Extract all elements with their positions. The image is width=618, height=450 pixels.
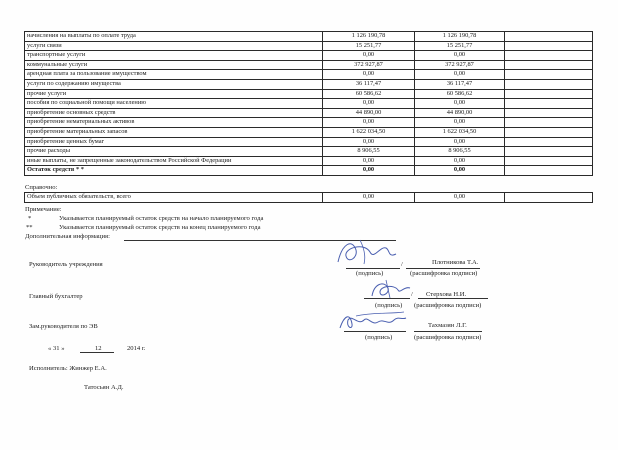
date-month: 12 bbox=[95, 345, 102, 352]
planned-start-value: 0,00 bbox=[323, 193, 415, 203]
table-row bbox=[25, 166, 593, 176]
head-name-line bbox=[406, 268, 480, 269]
head-name-caption: (расшифровка подписи) bbox=[410, 270, 478, 277]
reference-heading: Справочно: bbox=[25, 184, 58, 191]
accountant-name: Стерхова Н.И. bbox=[426, 291, 467, 298]
head-sign-caption: (подпись) bbox=[356, 270, 384, 277]
empty-cell bbox=[505, 137, 593, 147]
accountant-sign-caption: (подпись) bbox=[375, 302, 403, 309]
table-row bbox=[25, 60, 593, 70]
empty-cell bbox=[505, 70, 593, 80]
planned-start-value: 0,00 bbox=[323, 118, 415, 128]
empty-cell bbox=[505, 79, 593, 89]
deputy-sign-line bbox=[344, 331, 406, 332]
planned-end-value: 0,00 bbox=[415, 193, 505, 203]
table-row bbox=[25, 99, 593, 109]
head-signature bbox=[330, 234, 402, 270]
note-text-1: Указывается планируемый остаток средств на начало планируемого года bbox=[59, 215, 264, 222]
deputy-signature bbox=[334, 306, 410, 334]
table-row bbox=[25, 137, 593, 147]
deputy-role: Зам.руководителя по ЭВ bbox=[29, 323, 98, 330]
row-label: прочие расходы bbox=[25, 147, 323, 157]
notes-heading: Примечание: bbox=[25, 206, 62, 213]
planned-end-value: 15 251,77 bbox=[415, 41, 505, 51]
table-row bbox=[25, 51, 593, 61]
executor-second: Татосьян А.Д. bbox=[84, 384, 124, 391]
date-year: 2014 г. bbox=[127, 345, 146, 352]
note-mark-2: ** bbox=[26, 224, 33, 231]
deputy-name-caption: (расшифровка подписи) bbox=[414, 334, 482, 341]
planned-end-value: 8 906,55 bbox=[415, 147, 505, 157]
deputy-name-line bbox=[414, 331, 482, 332]
empty-cell bbox=[505, 108, 593, 118]
row-label: приобретение основных средств bbox=[25, 108, 323, 118]
planned-start-value: 0,00 bbox=[323, 166, 415, 176]
row-label: арендная плата за пользование имуществом bbox=[25, 70, 323, 80]
planned-start-value: 60 586,62 bbox=[323, 89, 415, 99]
expenses-table bbox=[24, 31, 593, 176]
deputy-name: Тахмазян Л.Г. bbox=[428, 322, 467, 329]
planned-start-value: 0,00 bbox=[323, 137, 415, 147]
planned-end-value: 60 586,62 bbox=[415, 89, 505, 99]
head-role: Руководитель учреждения bbox=[29, 261, 103, 268]
planned-end-value: 44 890,00 bbox=[415, 108, 505, 118]
accountant-role: Главный бухгалтер bbox=[29, 293, 83, 300]
planned-start-value: 15 251,77 bbox=[323, 41, 415, 51]
row-label: услуги связи bbox=[25, 41, 323, 51]
deputy-sign-caption: (подпись) bbox=[365, 334, 393, 341]
planned-end-value: 0,00 bbox=[415, 166, 505, 176]
row-label: пособия по социальной помощи населению bbox=[25, 99, 323, 109]
empty-cell bbox=[505, 89, 593, 99]
planned-start-value: 0,00 bbox=[323, 51, 415, 61]
empty-cell bbox=[505, 193, 593, 203]
note-mark-1: * bbox=[28, 215, 32, 222]
table-row bbox=[25, 108, 593, 118]
additional-info-label: Дополнительная информация: bbox=[25, 233, 110, 240]
empty-cell bbox=[505, 127, 593, 137]
accountant-name-line bbox=[418, 298, 488, 299]
planned-start-value: 44 890,00 bbox=[323, 108, 415, 118]
planned-end-value: 0,00 bbox=[415, 99, 505, 109]
empty-cell bbox=[505, 156, 593, 166]
table-row bbox=[25, 156, 593, 166]
planned-start-value: 1 126 190,78 bbox=[323, 32, 415, 42]
planned-start-value: 8 906,55 bbox=[323, 147, 415, 157]
empty-cell bbox=[505, 60, 593, 70]
reference-table bbox=[24, 192, 593, 203]
date-day: « 31 » bbox=[48, 345, 65, 352]
row-label: приобретение нематериальных активов bbox=[25, 118, 323, 128]
planned-end-value: 0,00 bbox=[415, 156, 505, 166]
row-label: иные выплаты, не запрещенные законодательством Российской Федерации bbox=[25, 156, 323, 166]
empty-cell bbox=[505, 41, 593, 51]
planned-end-value: 0,00 bbox=[415, 118, 505, 128]
accountant-sign-line bbox=[364, 298, 410, 299]
row-label: начисления на выплаты по оплате труда bbox=[25, 32, 323, 42]
planned-start-value: 0,00 bbox=[323, 99, 415, 109]
row-label: транспортные услуги bbox=[25, 51, 323, 61]
row-label: приобретение материальных запасов bbox=[25, 127, 323, 137]
table-row bbox=[25, 32, 593, 42]
planned-end-value: 1 126 190,78 bbox=[415, 32, 505, 42]
planned-end-value: 0,00 bbox=[415, 137, 505, 147]
planned-end-value: 0,00 bbox=[415, 70, 505, 80]
head-name: Плотникова Т.А. bbox=[432, 259, 479, 266]
planned-end-value: 372 927,87 bbox=[415, 60, 505, 70]
row-label: коммунальные услуги bbox=[25, 60, 323, 70]
table-row bbox=[25, 89, 593, 99]
head-sign-line bbox=[346, 268, 400, 269]
accountant-signature bbox=[366, 276, 416, 304]
planned-start-value: 372 927,87 bbox=[323, 60, 415, 70]
empty-cell bbox=[505, 166, 593, 176]
table-row bbox=[25, 70, 593, 80]
planned-end-value: 36 117,47 bbox=[415, 79, 505, 89]
empty-cell bbox=[505, 147, 593, 157]
document-page: начисления на выплаты по оплате труда 1 126 190,78 1 126 190,78 услуги связи 15 251,77 15 251,77 транспортные услуги 0,00 0,00 коммунальные услуги 372 927,87 372 927,87 арендная плата за пользование имуществом 0,00 0,00 услуги по содержанию имущества 36 117,47 36 117,47 прочие услуги 60 586,62 60 586,62 пособия по социальной помощи населению 0,00 0,00 приобретение основных средств 44 890,00 44 890,00 приобретение нематериальных активов 0,00 0,00 приобретение материальных запасов 1 622 034,50 1 622 034,50 приобретение ценных бумаг 0,00 0,00 прочие расходы 8 906,55 8 906,55 иные выплаты, не запрещенные законодательством Российской Федерации 0,00 0,00 Остаток средств * * 0,00 0,00 Справочно: Объем публичных обязательств, всего 0,00 0,00 Примечание: * Указывается планируемый остаток средств на начало планируемого года ** Указывается планируемый остаток средств на конец планируемого года Дополнительная информация: Руководитель учреждения / Плотникова Т.А. (подпись) (расшифровка подписи) Главный бухгалтер / Стерхова Н.И. (подпись) (расшифровка подписи) Зам.руководителя по ЭВ Тахмазян Л.Г. (подпись) (расшифровка подписи) « 31 » 12 2014 г. Исполнитель: Жинжер Е.А. Татосьян А.Д. bbox=[0, 0, 618, 450]
row-label: приобретение ценных бумаг bbox=[25, 137, 323, 147]
table-row bbox=[25, 147, 593, 157]
date-month-line bbox=[80, 352, 114, 353]
planned-end-value: 1 622 034,50 bbox=[415, 127, 505, 137]
accountant-name-caption: (расшифровка подписи) bbox=[414, 302, 482, 309]
planned-start-value: 0,00 bbox=[323, 156, 415, 166]
row-label: Объем публичных обязательств, всего bbox=[25, 193, 323, 203]
executor-label: Исполнитель: Жинжер Е.А. bbox=[29, 365, 107, 372]
empty-cell bbox=[505, 32, 593, 42]
row-label: услуги по содержанию имущества bbox=[25, 79, 323, 89]
planned-start-value: 1 622 034,50 bbox=[323, 127, 415, 137]
table-row bbox=[25, 41, 593, 51]
row-label: Остаток средств * * bbox=[25, 166, 323, 176]
table-row bbox=[25, 193, 593, 203]
planned-start-value: 36 117,47 bbox=[323, 79, 415, 89]
row-label: прочие услуги bbox=[25, 89, 323, 99]
planned-start-value: 0,00 bbox=[323, 70, 415, 80]
planned-end-value: 0,00 bbox=[415, 51, 505, 61]
empty-cell bbox=[505, 51, 593, 61]
empty-cell bbox=[505, 99, 593, 109]
empty-cell bbox=[505, 118, 593, 128]
table-row bbox=[25, 79, 593, 89]
table-row bbox=[25, 118, 593, 128]
note-text-2: Указывается планируемый остаток средств на конец планируемого года bbox=[59, 224, 261, 231]
table-row bbox=[25, 127, 593, 137]
